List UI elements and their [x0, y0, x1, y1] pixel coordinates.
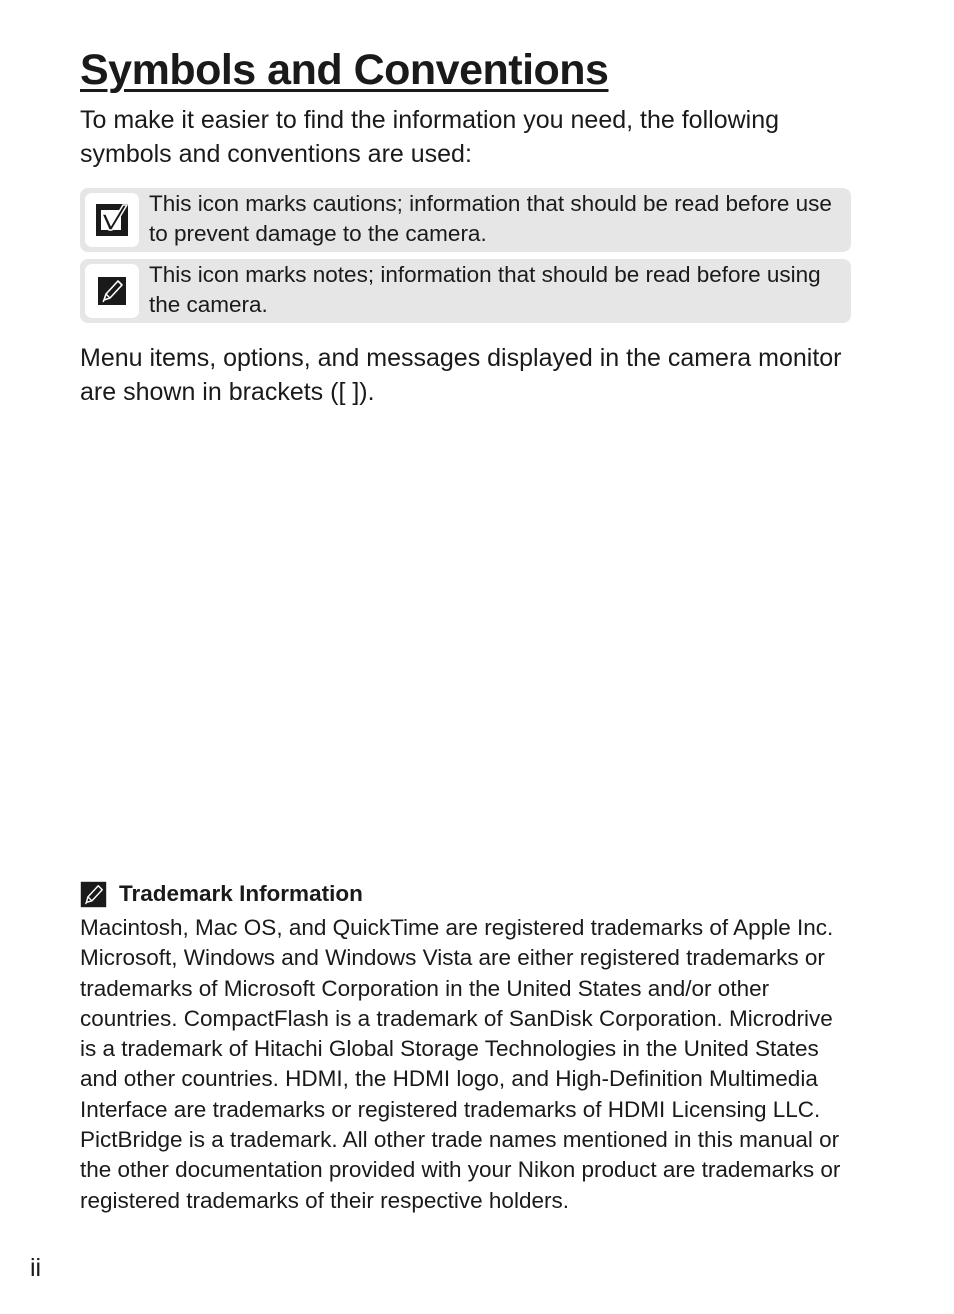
trademark-title: Trademark Information: [119, 881, 363, 906]
trademark-heading: [80, 878, 363, 910]
pencil-note-icon: [80, 881, 107, 908]
page-title: Symbols and Conventions: [80, 46, 609, 94]
trademark-body: Macintosh, Mac OS, and QuickTime are registered trademarks of Apple Inc. Microsoft, Windows and Windows Vista are either registered trademarks or trademarks of Microsoft Corporation in the United States and/or other countries. CompactFlash is a trademark of SanDisk Corporation. Microdrive is a trademark of Hitachi Global Storage Technologies in the United States and other countries. HDMI, the HDMI logo, and High-Definition Multimedia Interface are trademarks or registered trademarks of HDMI Licensing LLC. PictBridge is a trademark. All other trade names mentioned in this manual or the other documentation provided with your Nikon product are trademarks or registered trademarks of their respective holders.: [80, 915, 841, 1213]
caution-legend-box: [80, 188, 851, 252]
caution-description: This icon marks cautions; information that should be read before use to prevent damage to the camera.: [149, 191, 832, 246]
caution-check-icon: [85, 193, 139, 247]
note-legend-box: [80, 259, 851, 323]
pencil-note-icon: [85, 264, 139, 318]
intro-paragraph: To make it easier to find the information you need, the following symbols and conventions are used:: [80, 106, 780, 168]
menu-conventions-paragraph: Menu items, options, and messages displayed in the camera monitor are shown in brackets ([ ]).: [80, 344, 842, 406]
page-number: ii: [30, 1254, 42, 1282]
note-description: This icon marks notes; information that should be read before using the camera.: [149, 262, 821, 317]
